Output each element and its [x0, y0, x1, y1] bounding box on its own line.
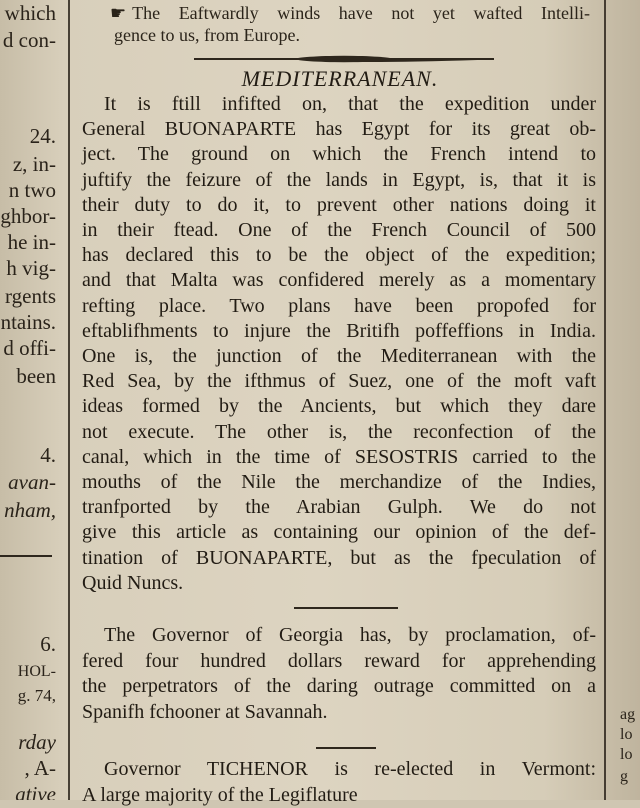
left-fragment: rday	[18, 730, 56, 754]
left-fragment: 4.	[40, 443, 56, 467]
left-fragment: d con-	[3, 28, 56, 52]
text-line: It is ftill infifted on, that the expedition under	[82, 92, 596, 117]
column-dash	[0, 555, 52, 557]
right-fragment: lo	[620, 746, 632, 764]
left-column-rule	[68, 0, 70, 800]
left-fragment: HOL-	[18, 660, 56, 684]
left-fragment: he in-	[8, 230, 56, 254]
text-line: the perpetrators of the daring outrage committed on a	[82, 674, 596, 700]
text-line: fered four hundred dollars reward for apprehending	[82, 649, 596, 675]
text-line: Spanifh fchooner at Savannah.	[82, 700, 596, 726]
left-neighbor-column	[0, 0, 64, 800]
text-line: and that Malta was confidered merely as a momentary	[82, 268, 596, 293]
left-fragment: nham,	[4, 498, 56, 522]
note-text: The Eaftwardly winds have not yet wafted Intelli-	[132, 3, 590, 23]
text-line: canal, which in the time of SESOSTRIS carried to the	[82, 445, 596, 470]
section-separator	[294, 607, 398, 609]
note-line: gence to us, from Europe.	[110, 24, 590, 46]
left-fragment: ghbor-	[0, 204, 56, 228]
left-fragment: n two	[9, 178, 56, 202]
article-body	[82, 92, 596, 596]
right-column-rule	[604, 0, 606, 800]
text-line: tination of BUONAPARTE, but as the fpeculation of	[82, 546, 596, 571]
text-line: General BUONAPARTE has Egypt for its great ob-	[82, 117, 596, 142]
left-fragment: z, in-	[13, 152, 56, 176]
article-headline: MEDITERRANEAN.	[82, 66, 598, 92]
text-line: The Governor of Georgia has, by proclamation, of-	[82, 623, 596, 649]
left-fragment: ative	[15, 782, 56, 800]
left-fragment: g. 74,	[18, 684, 56, 708]
text-line: Governor TICHENOR is re-elected in Vermont:	[82, 757, 596, 783]
text-line: One is, the junction of the Mediterranean with the	[82, 344, 596, 369]
left-fragment: 24.	[30, 124, 56, 148]
text-line: Red Sea, by the ifthmus of Suez, one of the moft vaft	[82, 369, 596, 394]
text-line: Quid Nuncs.	[82, 571, 596, 596]
vermont-paragraph	[82, 757, 596, 808]
text-line: not execute. The other is, the reconfection of the	[82, 420, 596, 445]
pointing-hand-icon: ☛	[110, 3, 126, 23]
section-separator	[316, 747, 376, 749]
text-line: has declared this to be the object of the expedition;	[82, 243, 596, 268]
text-line: tranfported by the Arabian Gulph. We do not	[82, 495, 596, 520]
text-line: give this article as containing our opinion of the def-	[82, 520, 596, 545]
ornamental-rule	[194, 54, 494, 64]
right-fragment: g	[620, 768, 628, 786]
text-line: A large majority of the Legiflature	[82, 783, 596, 808]
text-line: mouths of the Nile the merchandize of the Indies,	[82, 470, 596, 495]
left-fragment: rgents	[5, 284, 56, 308]
georgia-paragraph	[82, 623, 596, 725]
left-fragment: avan-	[8, 470, 56, 494]
text-line: ject. The ground on which the French intend to	[82, 142, 596, 167]
left-fragment: ntains.	[1, 310, 56, 334]
right-fragment: lo	[620, 726, 632, 744]
note-line	[110, 2, 590, 24]
news-note	[110, 2, 590, 46]
text-line: refting place. Two plans have been propofed for	[82, 294, 596, 319]
text-line: eftablifhments to injure the Britifh poffeffions in India.	[82, 319, 596, 344]
text-line: in their ftead. One of the French Council of 500	[82, 218, 596, 243]
left-fragment: which	[5, 1, 56, 25]
left-fragment: d offi-	[3, 336, 56, 360]
right-neighbor-column	[612, 0, 640, 800]
left-fragment: h vig-	[6, 256, 56, 280]
left-fragment: , A-	[25, 756, 57, 780]
right-fragment: ag	[620, 706, 635, 724]
text-line: their duty to do it, to prevent other nations doing it	[82, 193, 596, 218]
text-line: juftify the feizure of the lands in Egypt, is, that it is	[82, 168, 596, 193]
left-fragment: 6.	[40, 632, 56, 656]
left-fragment: been	[16, 364, 56, 388]
text-line: ideas formed by the Ancients, but which they dare	[82, 394, 596, 419]
